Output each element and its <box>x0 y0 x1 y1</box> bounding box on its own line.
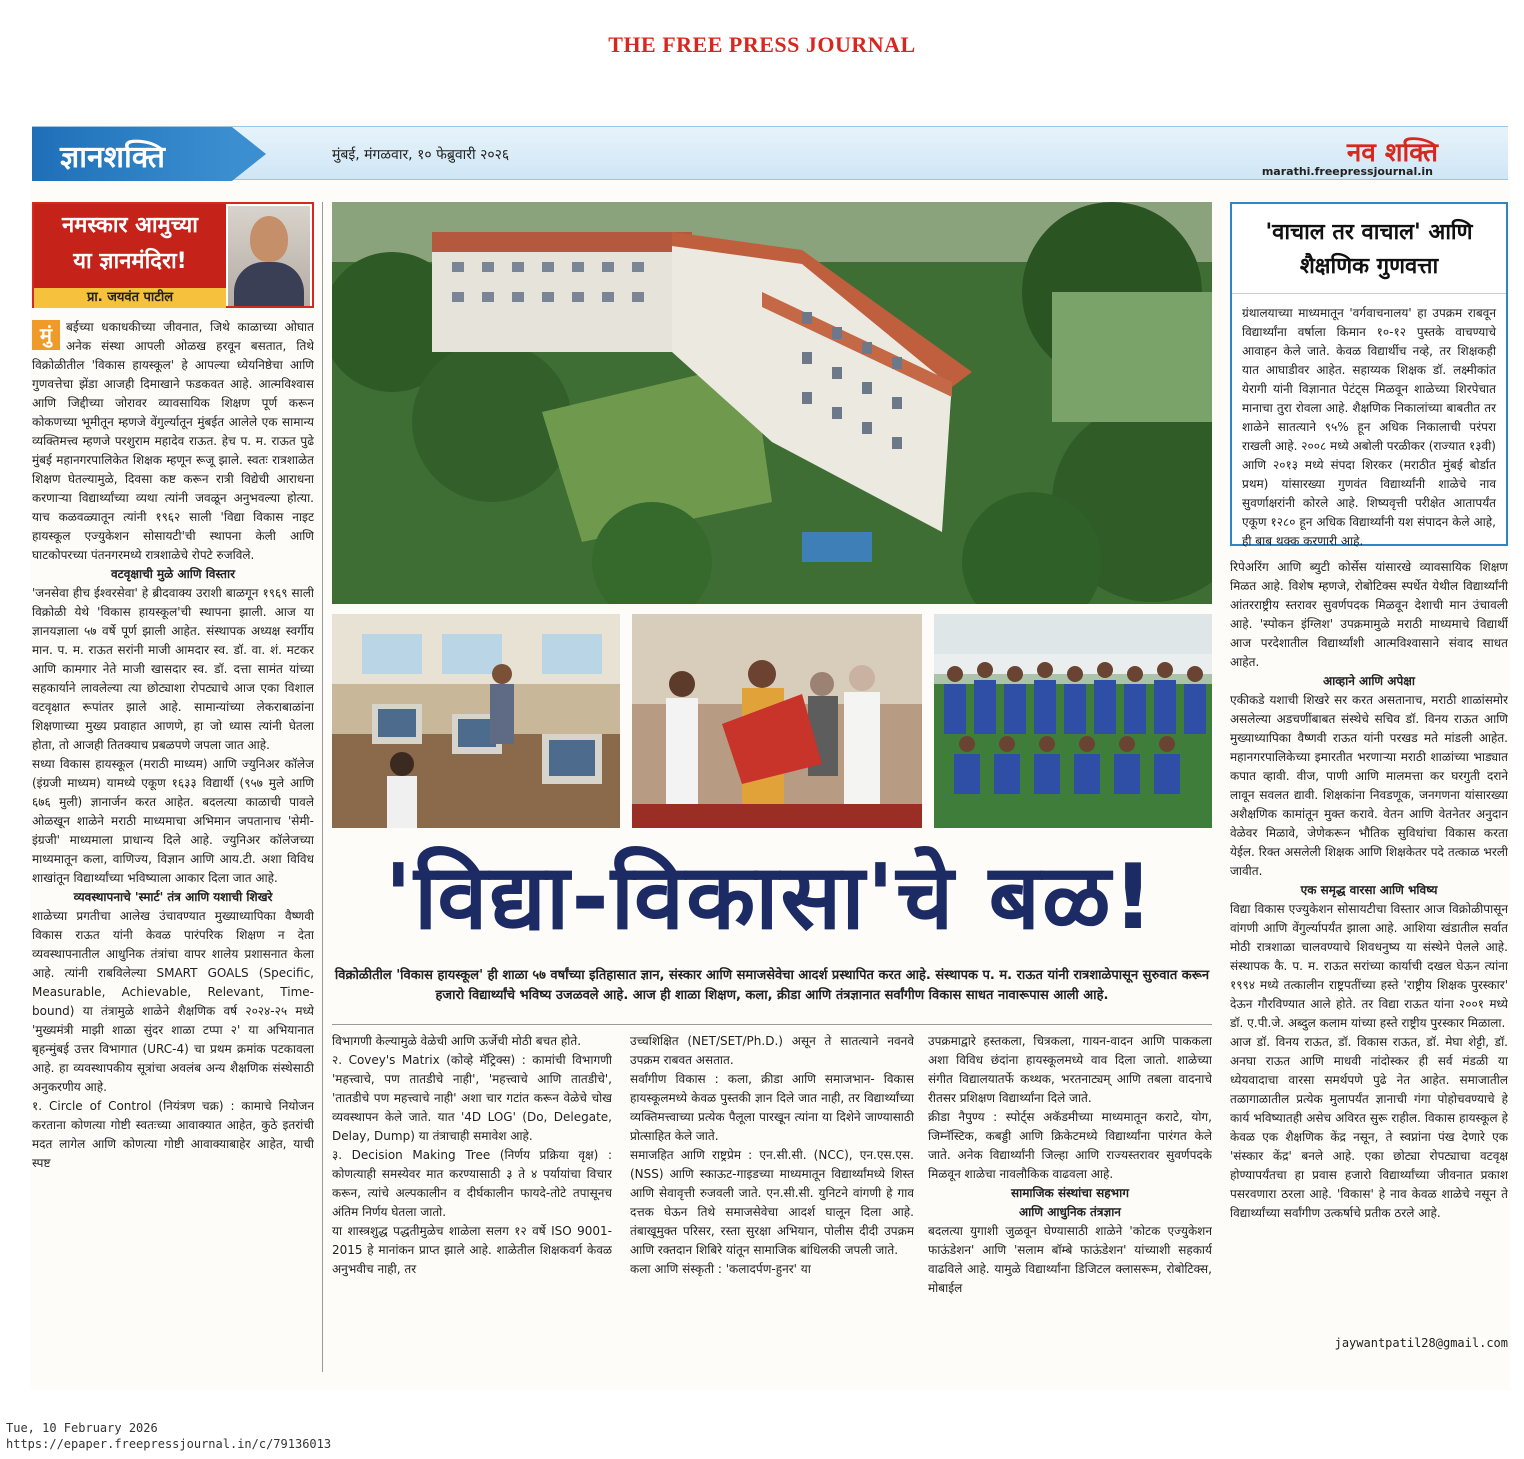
article-column-3: उच्चशिक्षित (NET/SET/Ph.D.) असून ते सातत्याने नवनवे उपक्रम राबवत असतात. सर्वांगीण विकास : कला, क्रीडा आणि समाजभान- विकास हायस्कूलमध्ये केवळ पुस्तकी ज्ञान दिले जात नाही, तर विद्यार्थ्यांच्या व्यक्तिमत्त्वाच्या प्रत्येक पैलूला पारखून त्यांना या दिशेने जाण्यासाठी प्रोत्साहित केले जाते. समाजहित आणि राष्ट्रप्रेम : एन.सी.सी. (NCC), एन.एस.एस. (NSS) आणि स्काऊट-गाइडच्या माध्यमातून विद्यार्थ्यांमध्ये शिस्त आणि सेवावृत्ती रुजवली जाते. एन.सी.सी. युनिटने वांगणी हे गाव दत्तक घेऊन तिथे समाजसेवेचा आदर्श घालून दिला आहे. तंबाखूमुक्त परिसर, रस्ता सुरक्षा अभियान, पोलीस दीदी उपक्रम आणि रक्तदान शिबिरे यांतून सामाजिक बांधिलकी जपली जाते. कला आणि संस्कृती : 'कलादर्पण-हुनर' या <box>630 1034 914 1276</box>
article-column-5: रिपेअरिंग आणि ब्युटी कोर्सेस यांसारखे व्यावसायिक शिक्षण मिळत आहे. विशेष म्हणजे, रोबोटिक्स स्पर्धेत येथील विद्यार्थ्यांनी आंतरराष्ट्रीय स्तरावर सुवर्णपदक मिळवून देशाची मान उंचावली आहे. 'स्पोकन इंग्लिश' उपक्रमामुळे मराठी माध्यमाचे विद्यार्थी आज परदेशातील विद्यार्थ्यांशी आत्मविश्वासाने संवाद साधत आहेत. आव्हाने आणि अपेक्षा एकीकडे यशाची शिखरे सर करत असतानाच, मराठी शाळांसमोर असलेल्या अडचणींबाबत संस्थेचे सचिव डॉ. विनय राऊत आणि मुख्याध्यापिका वैष्णवी राऊत यांनी परखड मते मांडली आहेत. महानगरपालिकेच्या इमारतीत भरणाऱ्या मराठी शाळांच्या भाड्यात कपात व्हावी. वीज, पाणी आणि मालमत्ता कर घरगुती दराने लावून सवलत द्यावी. शिक्षकांना निवडणूक, जनगणना यांसारख्या अशैक्षणिक कामांतून मुक्त करावे. वेतन आणि वेतनेतर अनुदान वेळेवर मिळावे, जेणेकरून भौतिक सुविधांचा विकास करता येईल. रिक्त असलेली शिक्षक आणि शिक्षकेतर पदे तत्काळ भरली जावीत. एक समृद्ध वारसा आणि भविष्य विद्या विकास एज्युकेशन सोसायटीचा विस्तार आज विक्रोळीपासून वांगणी आणि वेंगुर्ल्यापर्यंत झाला आहे. आशिया खंडातील सर्वात मोठी रात्रशाळा चालवण्याचे शिवधनुष्य या संस्थेने पेलले आहे. संस्थापक कै. प. म. राऊत सरांच्या कार्याची दखल घेऊन त्यांना १९९४ मध्ये तत्कालीन राष्ट्रपतींच्या हस्ते 'राष्ट्रीय शिक्षक पुरस्कार' देऊन गौरविण्यात आले होते. तर विद्या राऊत यांना २००१ मध्ये डॉ. ए.पी.जे. अब्दुल कलाम यांच्या हस्ते राष्ट्रीय पुरस्कार मिळाला. आज डॉ. विनय राऊत, डॉ. विकास राऊत, डॉ. मेघा शेट्टी, डॉ. अनघा राऊत आणि माधवी नांदोस्कर ही सर्व मंडळी या ध्येयवादाचा वारसा समर्थपणे पुढे नेत आहेत. समाजातील तळागाळातील प्रत्येक मुलापर्यंत ज्ञानाची गंगा पोहोचवण्याचे हे कार्य भविष्यातही असेच अविरत सुरू राहील. विकास हायस्कूल हे केवळ एक शैक्षणिक केंद्र नसून, ते स्वप्नांना पंख देणारे एक 'संस्कार केंद्र' बनले आहे. एका छोट्या रोपट्याचा वटवृक्ष होण्यापर्यंतचा हा प्रवास हजारो विद्यार्थ्यांच्या जीवनात प्रकाश पसरवणारा ठरला आहे. 'विकास' हे नाव केवळ शाळेचे नसून ते विद्यार्थ्यांच्या सर्वांगीण उत्कर्षाचे प्रतीक ठरले आहे. <box>1230 560 1508 1220</box>
brand-name: नव शक्ति <box>1346 138 1438 168</box>
author-email: jaywantpatil28@gmail.com <box>1334 1336 1508 1350</box>
footer-url[interactable]: https://epaper.freepressjournal.in/c/79136013 <box>6 1437 332 1451</box>
column-rule <box>322 202 323 1372</box>
column-author: प्रा. जयवंत पाटील <box>34 288 226 308</box>
subheading: आणि आधुनिक तंत्रज्ञान <box>1019 1205 1121 1219</box>
subheading: आव्हाने आणि अपेक्षा <box>1323 674 1415 688</box>
article-column-1: मुं बईच्या धकाधकीच्या जीवनात, जिथे काळाच्या ओघात अनेक संस्था आपली ओळख हरवून बसतात, तिथे विक्रोळीतील 'विकास हायस्कूल' हे आपल्या ध्येयनिष्ठेचा आणि गुणवत्तेचा झेंडा आजही दिमाखाने फडकवत आहे. आत्मविश्वास आणि जिद्दीच्या जोरावर व्यावसायिक शिक्षण पूर्ण करून कोकणच्या भूमीतून म्हणजे वेंगुर्ल्यातून मुंबईत आलेले एक सामान्य व्यक्तिमत्त्व म्हणजे परशुराम महादेव राऊत. हेच प. म. राऊत पुढे मुंबई महानगरपालिकेत शिक्षक म्हणून रूजू झाले. स्वतः रात्रशाळेत शिक्षण घेतल्यामुळे, दिवसा कष्ट करून रात्री विद्येची आराधना करणाऱ्या विद्यार्थ्यांच्या व्यथा त्यांनी जवळून अनुभवल्या होत्या. याच कळवळ्यातून त्यांनी १९६२ साली 'विद्या विकास नाइट हायस्कूल एज्युकेशन सोसायटी'ची स्थापना केली आणि घाटकोपरच्या पंतनगरमध्ये रात्रशाळेचे रोपटे रुजविले. वटवृक्षाची मुळे आणि विस्तार 'जनसेवा हीच ईश्वरसेवा' हे ब्रीदवाक्य उराशी बाळगून १९६९ साली विक्रोळी येथे 'विकास हायस्कूल'ची स्थापना झाली. आज या ज्ञानयज्ञाला ५७ वर्षे पूर्ण झाली आहेत. संस्थापक अध्यक्ष स्वर्गीय मान. प. म. राऊत सरांनी माजी आमदार स्व. डॉ. वा. शं. मटकर आणि कामगार नेते माजी खासदार स्व. डॉ. दत्ता सामंत यांच्या सहकार्याने लावलेल्या त्या छोट्याशा रोपट्याचे आज एका विशाल वटवृक्षात रूपांतर झाले आहे. सामान्यांच्या लेकराबाळांना शिक्षणाच्या मुख्य प्रवाहात आणणे, हा जो ध्यास त्यांनी घेतला होता, तो आजही तितक्याच प्रबळपणे जपला जात आहे. सध्या विकास हायस्कूल (मराठी माध्यम) आणि ज्युनिअर कॉलेज (इंग्रजी माध्यम) यामध्ये एकूण १६३३ विद्यार्थी (९५७ मुले आणि ६७६ मुली) ज्ञानार्जन करत आहेत. बदलत्या काळाची पावले ओळखून शाळेने मराठी माध्यमाचा अभिमान जपतानाच 'सेमी-इंग्रजी' माध्यमाला प्राधान्य दिले आहे. ज्युनिअर कॉलेजच्या माध्यमातून कला, वाणिज्य, विज्ञान आणि आय.टी. अशा विविध शाखांतून विद्यार्थ्यांच्या भविष्याला आकार दिला जात आहे. व्यवस्थापनाचे 'स्मार्ट' तंत्र आणि यशाची शिखरे शाळेच्या प्रगतीचा आलेख उंचावण्यात मुख्याध्यापिका वैष्णवी विकास राऊत यांनी केवळ पारंपरिक शिक्षण न देता व्यवस्थापनातील आधुनिक तंत्रांचा वापर शालेय प्रशासनात केला आहे. त्यांनी राबविलेल्या SMART GOALS (Specific, Measurable, Achievable, Relevant, Time-bound) या तंत्रामुळे शाळेने शैक्षणिक वर्ष २०२४-२५ मध्ये 'मुख्यमंत्री माझी शाळा सुंदर शाळा टप्पा २' या अभियानात बृहन्मुंबई उत्तर विभागात (URC-4) चा प्रथम क्रमांक पटकावला आहे. हा व्यवस्थापकीय सूत्रांचा अवलंब अन्य शैक्षणिक संस्थेसाठी अनुकरणीय आहे. १. Circle of Control (नियंत्रण चक्र) : कामाचे नियोजन करताना कोणत्या गोष्टी स्वतःच्या आवाक्यात आहेत, कुठे इतरांची मदत लागेल आणि कोणत्या गोष्टी आवाक्याबाहेर आहेत, याची स्पष्ट <box>32 320 314 1170</box>
sports-team-photo <box>934 614 1212 828</box>
main-headline: 'विद्या-विकासा'चे बळ! <box>384 845 1156 950</box>
newspaper-page <box>30 120 1510 1390</box>
sidebar-box <box>1230 202 1508 546</box>
dropcap: मुं <box>32 320 60 350</box>
section-bar <box>32 126 1508 180</box>
author-photo <box>228 206 310 306</box>
dateline: मुंबई, मंगळवार, १० फेब्रुवारी २०२६ <box>332 147 510 163</box>
article-deck: विक्रोळीतील 'विकास हायस्कूल' ही शाळा ५७ वर्षांच्या इतिहासात ज्ञान, संस्कार आणि समाजसेवेचा आदर्श प्रस्थापित करत आहे. संस्थापक प. म. राऊत यांनी रात्रशाळेपासून सुरुवात करून हजारो विद्यार्थ्यांचे भविष्य उजळवले आहे. आज ही शाळा शिक्षण, कला, क्रीडा आणि तंत्रज्ञानात सर्वांगीण विकास साधत नावारूपास आली आहे. <box>334 968 1210 1003</box>
sidebar-box-title: 'वाचाल तर वाचाल' आणि शैक्षणिक गुणवत्ता <box>1232 204 1506 294</box>
sidebar-box-text: ग्रंथालयाच्या माध्यमातून 'वर्गवाचनालय' हा उपक्रम राबवून विद्यार्थ्यांना वर्षाला किमान १०-१२ पुस्तके वाचण्याचे आवाहन केले जाते. केवळ विद्यार्थीच नव्हे, तर शिक्षकही यात आघाडीवर आहेत. सहाय्यक शिक्षक डॉ. लक्ष्मीकांत येरागी यांनी विज्ञानात पेटंट्स मिळवून शाळेच्या शिरपेचात मानाचा तुरा रोवला आहे. शैक्षणिक निकालांच्या बाबतीत तर शाळेने सातत्याने ९५% हून अधिक निकालाची परंपरा राखली आहे. २००८ मध्ये अबोली परळीकर (राज्यात १३वी) आणि २०१३ मध्ये संपदा शिरकर (मराठीत मुंबई बोर्डात प्रथम) यांसारख्या गुणवंत विद्यार्थ्यांनी शाळेचे नाव सुवर्णाक्षरांनी कोरले आहे. शिष्यवृत्ती परीक्षेत आतापर्यंत एकूण १२८० हून अधिक विद्यार्थ्यांनी यश संपादन केले आहे, ही बाब थक्क करणारी आहे. <box>1242 306 1496 548</box>
school-aerial-photo <box>332 202 1212 604</box>
page-footer <box>6 1420 331 1452</box>
computer-lab-photo <box>332 614 620 828</box>
subheading: एक समृद्ध वारसा आणि भविष्य <box>1300 883 1438 897</box>
section-name: ज्ञानशक्ति <box>32 127 232 181</box>
brand-url: marathi.freepressjournal.in <box>1261 165 1433 178</box>
subheading: वटवृक्षाची मुळे आणि विस्तार <box>110 567 235 581</box>
felicitation-photo <box>632 614 922 828</box>
article-column-4: उपक्रमाद्वारे हस्तकला, चित्रकला, गायन-वादन आणि पाककला अशा विविध छंदांना हायस्कूलमध्ये वाव दिला जातो. शाळेच्या संगीत विद्यालयातर्फे कथ्थक, भरतनाट्यम् आणि तबला वादनाचे रीतसर प्रशिक्षण विद्यार्थ्यांना दिले जाते. क्रीडा नैपुण्य : स्पोर्ट्स अकॅडमीच्या माध्यमातून कराटे, योग, जिम्नॅस्टिक, कबड्डी आणि क्रिकेटमध्ये विद्यार्थ्यांना पारंगत केले जाते. अनेक विद्यार्थ्यांनी जिल्हा आणि राज्यस्तरावर सुवर्णपदके मिळवून शाळेचा नावलौकिक वाढवला आहे. सामाजिक संस्थांचा सहभाग आणि आधुनिक तंत्रज्ञान बदलत्या युगाशी जुळवून घेण्यासाठी शाळेने 'कोटक एज्युकेशन फाऊंडेशन' आणि 'सलाम बॉम्बे फाऊंडेशन' यांच्याशी सहकार्य वाढविले आहे. यामुळे विद्यार्थ्यांना डिजिटल क्लासरूम, रोबोटिक्स, मोबाईल <box>928 1034 1212 1295</box>
deck-rule <box>332 1024 1212 1025</box>
masthead-title: THE FREE PRESS JOURNAL <box>608 32 916 57</box>
column-title: नमस्कार आमुच्या या ज्ञानमंदिरा! <box>34 204 226 288</box>
footer-date: Tue, 10 February 2026 <box>6 1421 158 1435</box>
column-header <box>32 202 314 308</box>
subheading: सामाजिक संस्थांचा सहभाग <box>1011 1186 1129 1200</box>
article-column-2: विभागणी केल्यामुळे वेळेची आणि ऊर्जेची मोठी बचत होते. २. Covey's Matrix (कोव्हे मॅट्रिक्स) : कामांची विभागणी 'महत्त्वाचे, पण तातडीचे नाही', 'महत्त्वाचे आणि तातडीचे', 'तातडीचे पण महत्त्वाचे नाही' अशा चार गटांत करून वेळेचे चोख व्यवस्थापन केले जाते. यात '4D LOG' (Do, Delegate, Delay, Dump) या तंत्राचाही समावेश आहे. ३. Decision Making Tree (निर्णय प्रक्रिया वृक्ष) : कोणत्याही समस्येवर मात करण्यासाठी ३ ते ४ पर्यायांचा विचार करून, त्यांचे अल्पकालीन व दीर्घकालीन फायदे-तोटे तपासूनच अंतिम निर्णय घेतला जातो. या शास्त्रशुद्ध पद्धतीमुळेच शाळेला सलग १२ वर्षे ISO 9001-2015 हे मानांकन प्राप्त झाले आहे. शाळेतील शिक्षकवर्ग केवळ अनुभवीच नाही, तर <box>332 1034 612 1276</box>
subheading: व्यवस्थापनाचे 'स्मार्ट' तंत्र आणि यशाची शिखरे <box>73 890 273 904</box>
brand-logo <box>1347 133 1438 169</box>
